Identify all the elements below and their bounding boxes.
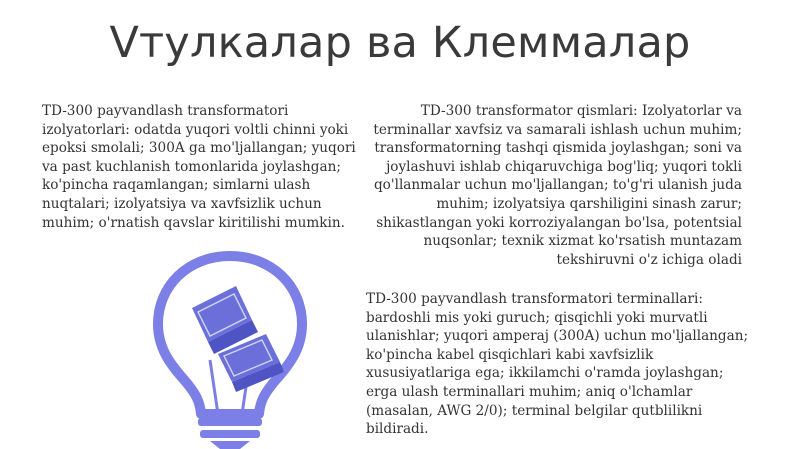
slide-title: Vтулкалар ва Клеммалар <box>109 18 691 68</box>
left-paragraph: TD-300 payvandlash transformatori izolyatorlari: odatda yuqori voltli chinni yoki epoksi smolali; 300A ga mo'ljallangan; yuqori va past kuchlanish tomonlarida joylashgan; ko'pincha raqamlangan; simlarni ulash nuqtalari; izolyatsiya va xavfsizlik uchun muhim; o'rnatish qavslar kiritilishi mumkin. <box>42 103 356 231</box>
right-bottom-paragraph: TD-300 payvandlash transformatori terminallari: bardoshli mis yoki guruch; qisqichli yoki murvatli ulanishlar; yuqori amperaj (300A) uchun mo'ljallangan; ko'pincha kabel qisqichlari kabi xavfsizlik xususiyatlariga ega; ikkilamchi o'ramda joylashgan; erga ulash terminallari muhim; aniq o'lchamlar (masalan, AWG 2/0); terminal belgilar qutblilikni bildiradi. <box>366 291 749 438</box>
right-top-paragraph: TD-300 transformator qismlari: Izolyatorlar va terminallar xavfsiz va samarali ishlash uchun muhim; transformatorning tashqi qismida joylashgan; soni va joylashuvi ishlab chiqaruvchiga bog'liq; yuqori tokli qo'llanmalar uchun mo'ljallangan; to'g'ri ulanish juda muhim; izolyatsiya qarshiligini sinash zarur; shikastlangan yoki korroziyalangan bo'lsa, potentsial nuqsonlar; texnik xizmat ko'rsatish muntazam tekshiruvni o'z ichiga oladi <box>373 103 742 268</box>
lightbulb-with-book-icon <box>148 250 312 449</box>
